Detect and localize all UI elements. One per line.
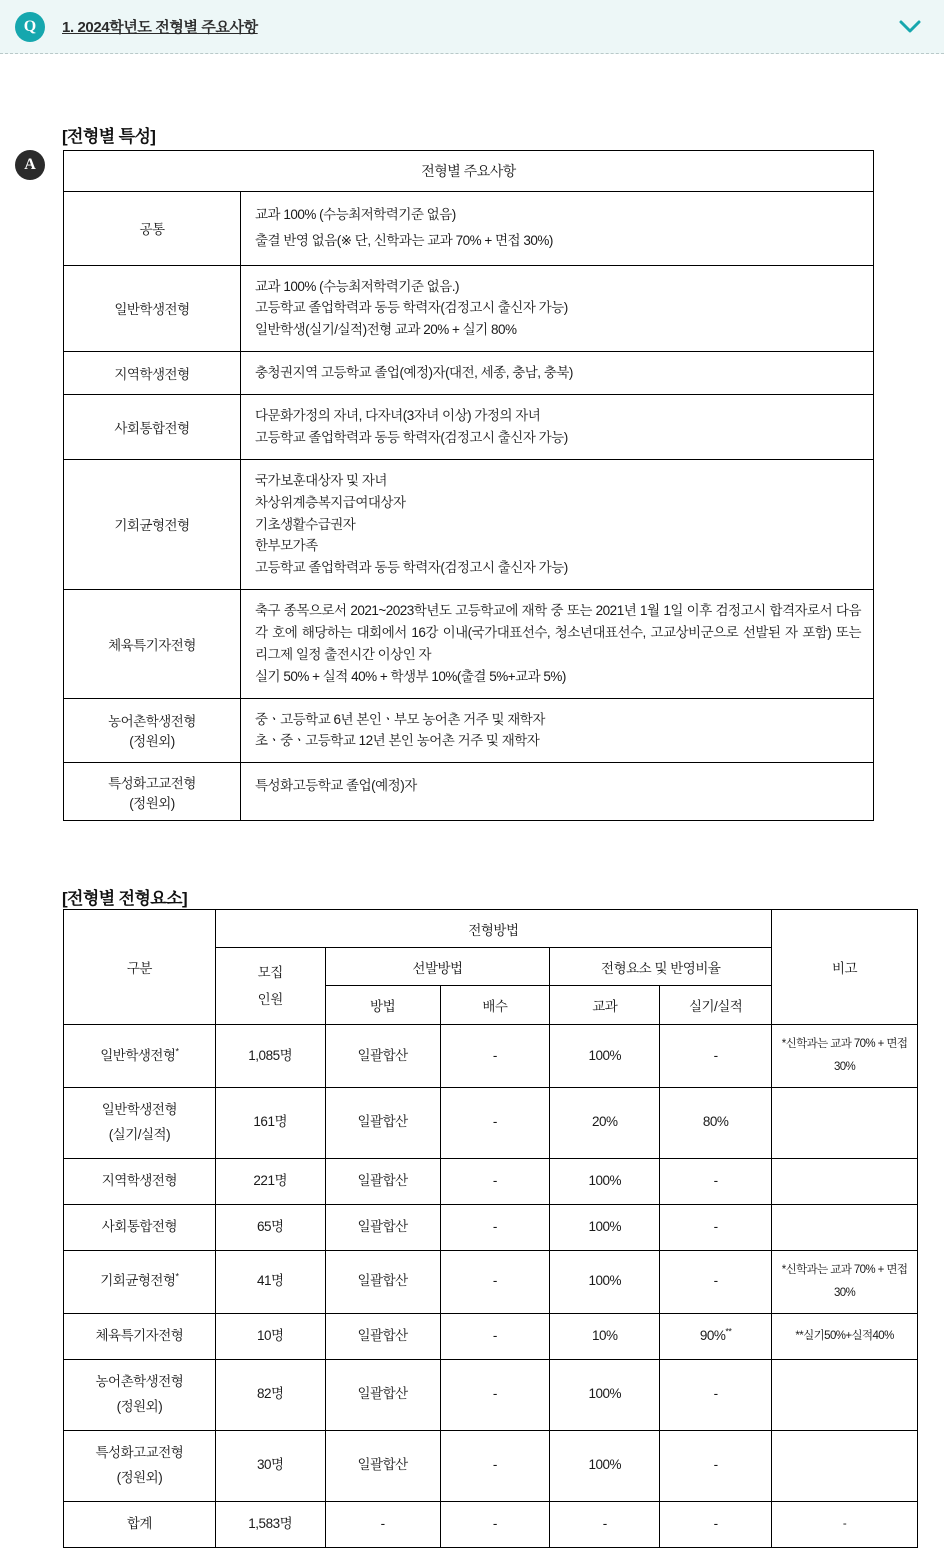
row-quota-cell: 161명 xyxy=(215,1088,325,1159)
category-cell: 일반학생전형 xyxy=(64,265,241,352)
header-factor-group: 전형요소 및 반영비율 xyxy=(550,948,772,986)
row-category-cell xyxy=(64,1501,216,1547)
table-row xyxy=(64,1250,918,1313)
row-multiple-cell: - xyxy=(440,1204,550,1250)
table-row xyxy=(64,265,874,352)
row-method-cell: 일괄합산 xyxy=(325,1088,440,1159)
header-bigo: 비고 xyxy=(772,910,918,1025)
row-method-cell: - xyxy=(325,1501,440,1547)
row-multiple-cell: - xyxy=(440,1430,550,1501)
table-row xyxy=(64,192,874,266)
row-category-cell xyxy=(64,1025,216,1088)
description-cell xyxy=(241,265,874,352)
row-remark-cell: *신학과는 교과 70% + 면접 30% xyxy=(772,1025,918,1088)
table-row xyxy=(64,590,874,698)
description-line: 중ㆍ고등학교 6년 본인ㆍ부모 농어촌 거주 및 재학자 xyxy=(255,711,545,727)
row-practical-cell: 90%** xyxy=(660,1313,772,1359)
row-method-cell: 일괄합산 xyxy=(325,1359,440,1430)
row-category-sublabel: (정원외) xyxy=(116,1469,163,1485)
description-line: 실기 50% + 실적 40% + 학생부 10%(출결 5%+교과 5%) xyxy=(255,668,566,684)
description-line: 다문화가정의 자녀, 다자녀(3자녀 이상) 가정의 자녀 xyxy=(255,408,541,424)
description-line: 국가보훈대상자 및 자녀 xyxy=(255,472,387,488)
faq-question-title[interactable]: 1. 2024학년도 전형별 주요사항 xyxy=(62,19,258,36)
row-quota-cell: 1,583명 xyxy=(215,1501,325,1547)
row-remark-cell xyxy=(772,1359,918,1430)
row-category-label: 특성화고교전형 xyxy=(95,1444,184,1460)
table-row xyxy=(64,1158,918,1204)
table-row xyxy=(64,1430,918,1501)
description-line: 축구 종목으로서 2021~2023학년도 고등학교에 재학 중 또는 2021년 1월 1일 이후 검정고시 합격자로서 다음 각 호에 해당하는 대회에서 16강 이내(국가대표선수, 청소년대표선수, 고교상비군으로 선발된 자 포함) 또는 리그제 일정 출전시간 이상인 자 xyxy=(255,603,861,662)
row-remark-cell: **실기50%+실적40% xyxy=(772,1313,918,1359)
category-cell xyxy=(64,698,241,763)
answer-badge: A xyxy=(15,150,45,180)
row-category-label: 기회균형전형* xyxy=(100,1271,179,1289)
row-practical-cell: - xyxy=(660,1501,772,1547)
header-method-group: 전형방법 xyxy=(215,910,771,948)
description-line: 차상위계층복지급여대상자 xyxy=(255,494,406,510)
row-practical-cell: - xyxy=(660,1158,772,1204)
row-remark-cell xyxy=(772,1204,918,1250)
header-quota xyxy=(215,948,325,1025)
description-line: 교과 100% (수능최저학력기준 없음.) xyxy=(255,278,460,294)
row-subject-cell: 20% xyxy=(550,1088,660,1159)
row-category-label: 사회통합전형 xyxy=(101,1218,178,1234)
row-method-cell: 일괄합산 xyxy=(325,1430,440,1501)
chevron-down-icon[interactable] xyxy=(898,15,922,39)
table-row xyxy=(64,1204,918,1250)
row-practical-cell: - xyxy=(660,1250,772,1313)
row-subject-cell: 10% xyxy=(550,1313,660,1359)
row-subject-cell: 100% xyxy=(550,1430,660,1501)
table-row xyxy=(64,1501,918,1547)
row-remark-cell xyxy=(772,1158,918,1204)
row-method-cell: 일괄합산 xyxy=(325,1204,440,1250)
row-multiple-cell: - xyxy=(440,1158,550,1204)
row-quota-cell: 30명 xyxy=(215,1430,325,1501)
category-sublabel: (정원외) xyxy=(129,734,175,750)
description-line: 한부모가족 xyxy=(255,538,318,554)
description-cell xyxy=(241,395,874,460)
row-subject-cell: 100% xyxy=(550,1025,660,1088)
category-sublabel: (정원외) xyxy=(129,795,175,811)
row-category-cell xyxy=(64,1158,216,1204)
category-cell: 공통 xyxy=(64,192,241,266)
row-category-sublabel: (실기/실적) xyxy=(108,1126,171,1142)
row-practical-cell: - xyxy=(660,1359,772,1430)
header-quota-line2: 인원 xyxy=(257,992,283,1007)
description-cell xyxy=(241,459,874,589)
row-category-cell xyxy=(64,1088,216,1159)
footnote-marker: * xyxy=(175,1271,179,1282)
description-line: 특성화고등학교 졸업(예정)자 xyxy=(255,778,417,794)
section-title-elements: [전형별 전형요소] xyxy=(62,889,187,908)
category-label: 특성화고교전형 xyxy=(108,775,196,791)
category-label: 농어촌학생전형 xyxy=(108,714,196,730)
row-subject-cell: 100% xyxy=(550,1158,660,1204)
row-method-cell: 일괄합산 xyxy=(325,1313,440,1359)
header-subject: 교과 xyxy=(550,986,660,1025)
row-remark-cell xyxy=(772,1088,918,1159)
description-line: 고등학교 졸업학력과 동등 학력자(검정고시 출신자 가능) xyxy=(255,560,568,576)
row-multiple-cell: - xyxy=(440,1313,550,1359)
footnote-marker: * xyxy=(175,1046,179,1057)
row-quota-cell: 10명 xyxy=(215,1313,325,1359)
category-cell: 기회균형전형 xyxy=(64,459,241,589)
row-category-label: 일반학생전형 xyxy=(101,1102,178,1117)
description-line: 초ㆍ중ㆍ고등학교 12년 본인 농어촌 거주 및 재학자 xyxy=(255,733,540,749)
description-line: 충청권지역 고등학교 졸업(예정)자(대전, 세종, 충남, 충북) xyxy=(255,365,573,381)
section-title-features: [전형별 특성] xyxy=(62,127,156,146)
description-line: 고등학교 졸업학력과 동등 학력자(검정고시 출신자 가능) xyxy=(255,300,568,316)
category-cell xyxy=(64,763,241,821)
category-cell: 지역학생전형 xyxy=(64,352,241,395)
table-row xyxy=(64,352,874,395)
row-quota-cell: 221명 xyxy=(215,1158,325,1204)
row-subject-cell: 100% xyxy=(550,1204,660,1250)
row-category-cell xyxy=(64,1313,216,1359)
header-quota-line1: 모집 xyxy=(257,965,283,980)
header-select-group: 선발방법 xyxy=(325,948,550,986)
row-multiple-cell: - xyxy=(440,1250,550,1313)
description-cell xyxy=(241,698,874,763)
row-multiple-cell: - xyxy=(440,1088,550,1159)
row-category-label: 농어촌학생전형 xyxy=(95,1373,184,1389)
row-subject-cell: - xyxy=(550,1501,660,1547)
row-quota-cell: 82명 xyxy=(215,1359,325,1430)
row-category-cell xyxy=(64,1430,216,1501)
row-category-label: 체육특기자전형 xyxy=(95,1327,184,1343)
header-multiple: 배수 xyxy=(440,986,550,1025)
row-subject-cell: 100% xyxy=(550,1359,660,1430)
row-subject-cell: 100% xyxy=(550,1250,660,1313)
table-title-cell: 전형별 주요사항 xyxy=(64,151,874,192)
header-method: 방법 xyxy=(325,986,440,1025)
admission-features-table xyxy=(63,150,874,821)
table-row xyxy=(64,1088,918,1159)
row-practical-cell: 80% xyxy=(660,1088,772,1159)
description-cell xyxy=(241,763,874,821)
admission-elements-table xyxy=(63,909,918,1548)
row-category-sublabel: (정원외) xyxy=(116,1398,163,1414)
row-method-cell: 일괄합산 xyxy=(325,1025,440,1088)
description-cell xyxy=(241,590,874,698)
row-quota-cell: 65명 xyxy=(215,1204,325,1250)
row-method-cell: 일괄합산 xyxy=(325,1250,440,1313)
row-practical-cell: - xyxy=(660,1025,772,1088)
footnote-marker: ** xyxy=(725,1326,732,1337)
row-category-label: 지역학생전형 xyxy=(101,1172,178,1188)
category-cell: 체육특기자전형 xyxy=(64,590,241,698)
row-practical-cell: - xyxy=(660,1430,772,1501)
row-method-cell: 일괄합산 xyxy=(325,1158,440,1204)
row-quota-cell: 1,085명 xyxy=(215,1025,325,1088)
category-cell: 사회통합전형 xyxy=(64,395,241,460)
question-badge: Q xyxy=(15,12,45,42)
table-row xyxy=(64,763,874,821)
table-row xyxy=(64,698,874,763)
description-line: 교과 100% (수능최저학력기준 없음) xyxy=(255,207,456,222)
header-practical: 실기/실적 xyxy=(660,986,772,1025)
description-line: 기초생활수급권자 xyxy=(255,516,356,532)
row-remark-cell xyxy=(772,1430,918,1501)
table-header-row xyxy=(64,910,918,948)
table-header-row xyxy=(64,151,874,192)
description-line: 출결 반영 없음(※ 단, 신학과는 교과 70% + 면접 30%) xyxy=(255,233,553,249)
faq-question-header[interactable] xyxy=(0,0,944,54)
table-row xyxy=(64,1313,918,1359)
row-category-cell xyxy=(64,1204,216,1250)
table-row xyxy=(64,1025,918,1088)
row-practical-cell: - xyxy=(660,1204,772,1250)
description-line: 일반학생(실기/실적)전형 교과 20% + 실기 80% xyxy=(255,322,517,338)
row-quota-cell: 41명 xyxy=(215,1250,325,1313)
description-cell xyxy=(241,352,874,395)
description-cell xyxy=(241,192,874,266)
row-category-cell xyxy=(64,1359,216,1430)
table-row xyxy=(64,459,874,589)
row-category-cell xyxy=(64,1250,216,1313)
description-line: 고등학교 졸업학력과 동등 학력자(검정고시 출신자 가능) xyxy=(255,429,568,445)
row-category-label: 합계 xyxy=(126,1515,152,1531)
row-remark-cell: *신학과는 교과 70% + 면접 30% xyxy=(772,1250,918,1313)
table-row xyxy=(64,395,874,460)
row-multiple-cell: - xyxy=(440,1359,550,1430)
row-category-label: 일반학생전형* xyxy=(100,1046,179,1063)
row-remark-cell: - xyxy=(772,1501,918,1547)
row-multiple-cell: - xyxy=(440,1501,550,1547)
row-multiple-cell: - xyxy=(440,1025,550,1088)
header-gubun: 구분 xyxy=(64,910,216,1025)
table-row xyxy=(64,1359,918,1430)
